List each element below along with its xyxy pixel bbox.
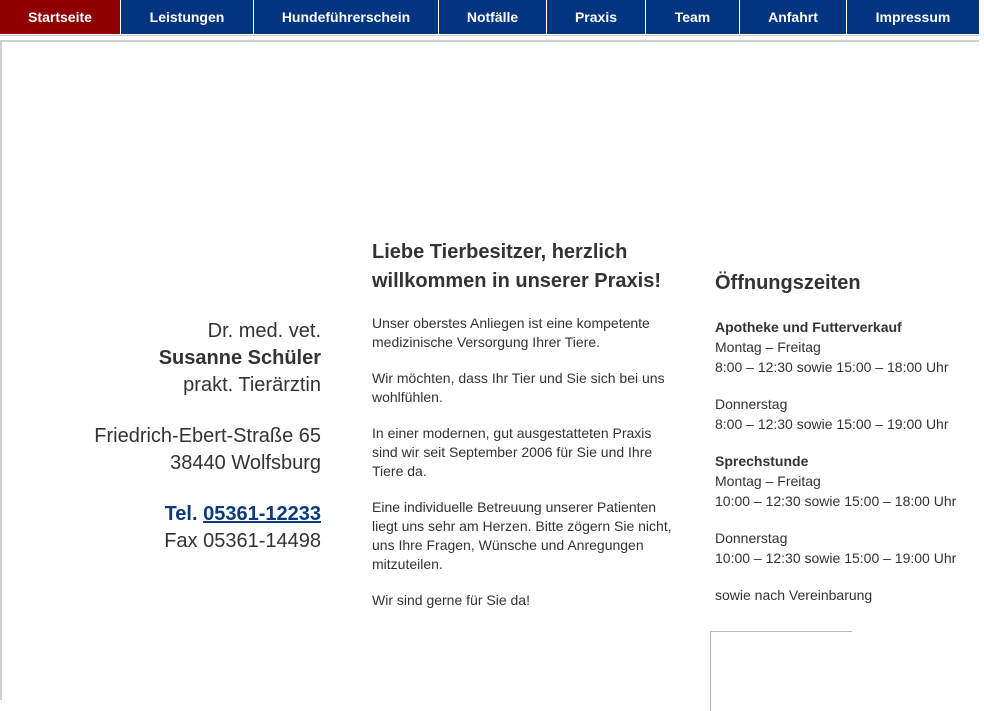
hours-block-consultation-thursday: [715, 528, 980, 568]
hours-value: 8:00 – 12:30 sowie 15:00 – 19:00 Uhr: [715, 416, 949, 432]
address-city: 38440 Wolfsburg: [170, 452, 321, 474]
phone-label: Tel.: [164, 503, 198, 525]
day-label: Donnerstag: [715, 396, 788, 412]
address-street: Friedrich-Ebert-Straße 65: [94, 425, 321, 447]
day-label: Montag – Freitag: [715, 473, 821, 489]
fax-line: Fax 05361-14498: [164, 530, 321, 552]
section-title: Apotheke und Futterverkauf: [715, 319, 902, 335]
doctor-name: Susanne Schüler: [158, 347, 321, 369]
welcome-paragraph: Wir sind gerne für Sie da!: [372, 592, 530, 608]
hours-block-consultation-weekdays: [715, 451, 980, 511]
nav-item-startseite[interactable]: Startseite: [0, 0, 121, 34]
hours-block-pharmacy-thursday: [715, 394, 980, 434]
nav-item-anfahrt[interactable]: Anfahrt: [740, 0, 847, 34]
nav-item-hundefuehrerschein[interactable]: Hundeführerschein: [254, 0, 439, 34]
hours-value: 8:00 – 12:30 sowie 15:00 – 18:00 Uhr: [715, 359, 949, 375]
nav-item-leistungen[interactable]: Leistungen: [121, 0, 254, 34]
welcome-paragraph: In einer modernen, gut ausgestatteten Praxis sind wir seit September 2006 für Sie und Ihre Tiere da.: [372, 425, 653, 479]
nav-divider: [0, 35, 979, 36]
main-navigation: [0, 0, 979, 35]
opening-hours: [715, 270, 980, 605]
phone-line: [21, 501, 321, 528]
welcome-paragraph: Eine individuelle Betreuung unserer Patienten liegt uns sehr am Herzen. Bitte zögern Sie nicht, uns Ihre Fragen, Wünsche und Anregungen mitzuteilen.: [372, 499, 672, 572]
welcome-paragraph: Unser oberstes Anliegen ist eine kompetente medizinische Versorgung Ihrer Tiere.: [372, 315, 650, 350]
phone-link[interactable]: 05361-12233: [203, 503, 321, 525]
section-title: Sprechstunde: [715, 453, 809, 469]
contact-block: [21, 318, 321, 555]
embedded-map-frame[interactable]: [710, 631, 852, 711]
nav-item-team[interactable]: Team: [646, 0, 740, 34]
doctor-role: prakt. Tierärztin: [183, 374, 321, 396]
day-label: Donnerstag: [715, 530, 788, 546]
welcome-paragraph: Wir möchten, dass Ihr Tier und Sie sich bei uns wohlfühlen.: [372, 370, 665, 405]
day-label: Montag – Freitag: [715, 339, 821, 355]
opening-hours-heading: Öffnungszeiten: [715, 272, 861, 294]
nav-item-notfaelle[interactable]: Notfälle: [439, 0, 547, 34]
welcome-heading: Liebe Tierbesitzer, herzlich willkommen in unserer Praxis!: [372, 241, 661, 292]
appointment-note: sowie nach Vereinbarung: [715, 587, 873, 603]
welcome-section: [372, 238, 677, 627]
nav-item-praxis[interactable]: Praxis: [547, 0, 646, 34]
hours-value: 10:00 – 12:30 sowie 15:00 – 19:00 Uhr: [715, 550, 957, 566]
nav-item-impressum[interactable]: Impressum: [875, 9, 951, 25]
doctor-title: Dr. med. vet.: [207, 320, 321, 342]
hours-value: 10:00 – 12:30 sowie 15:00 – 18:00 Uhr: [715, 493, 957, 509]
hours-block-pharmacy-weekdays: [715, 317, 980, 377]
